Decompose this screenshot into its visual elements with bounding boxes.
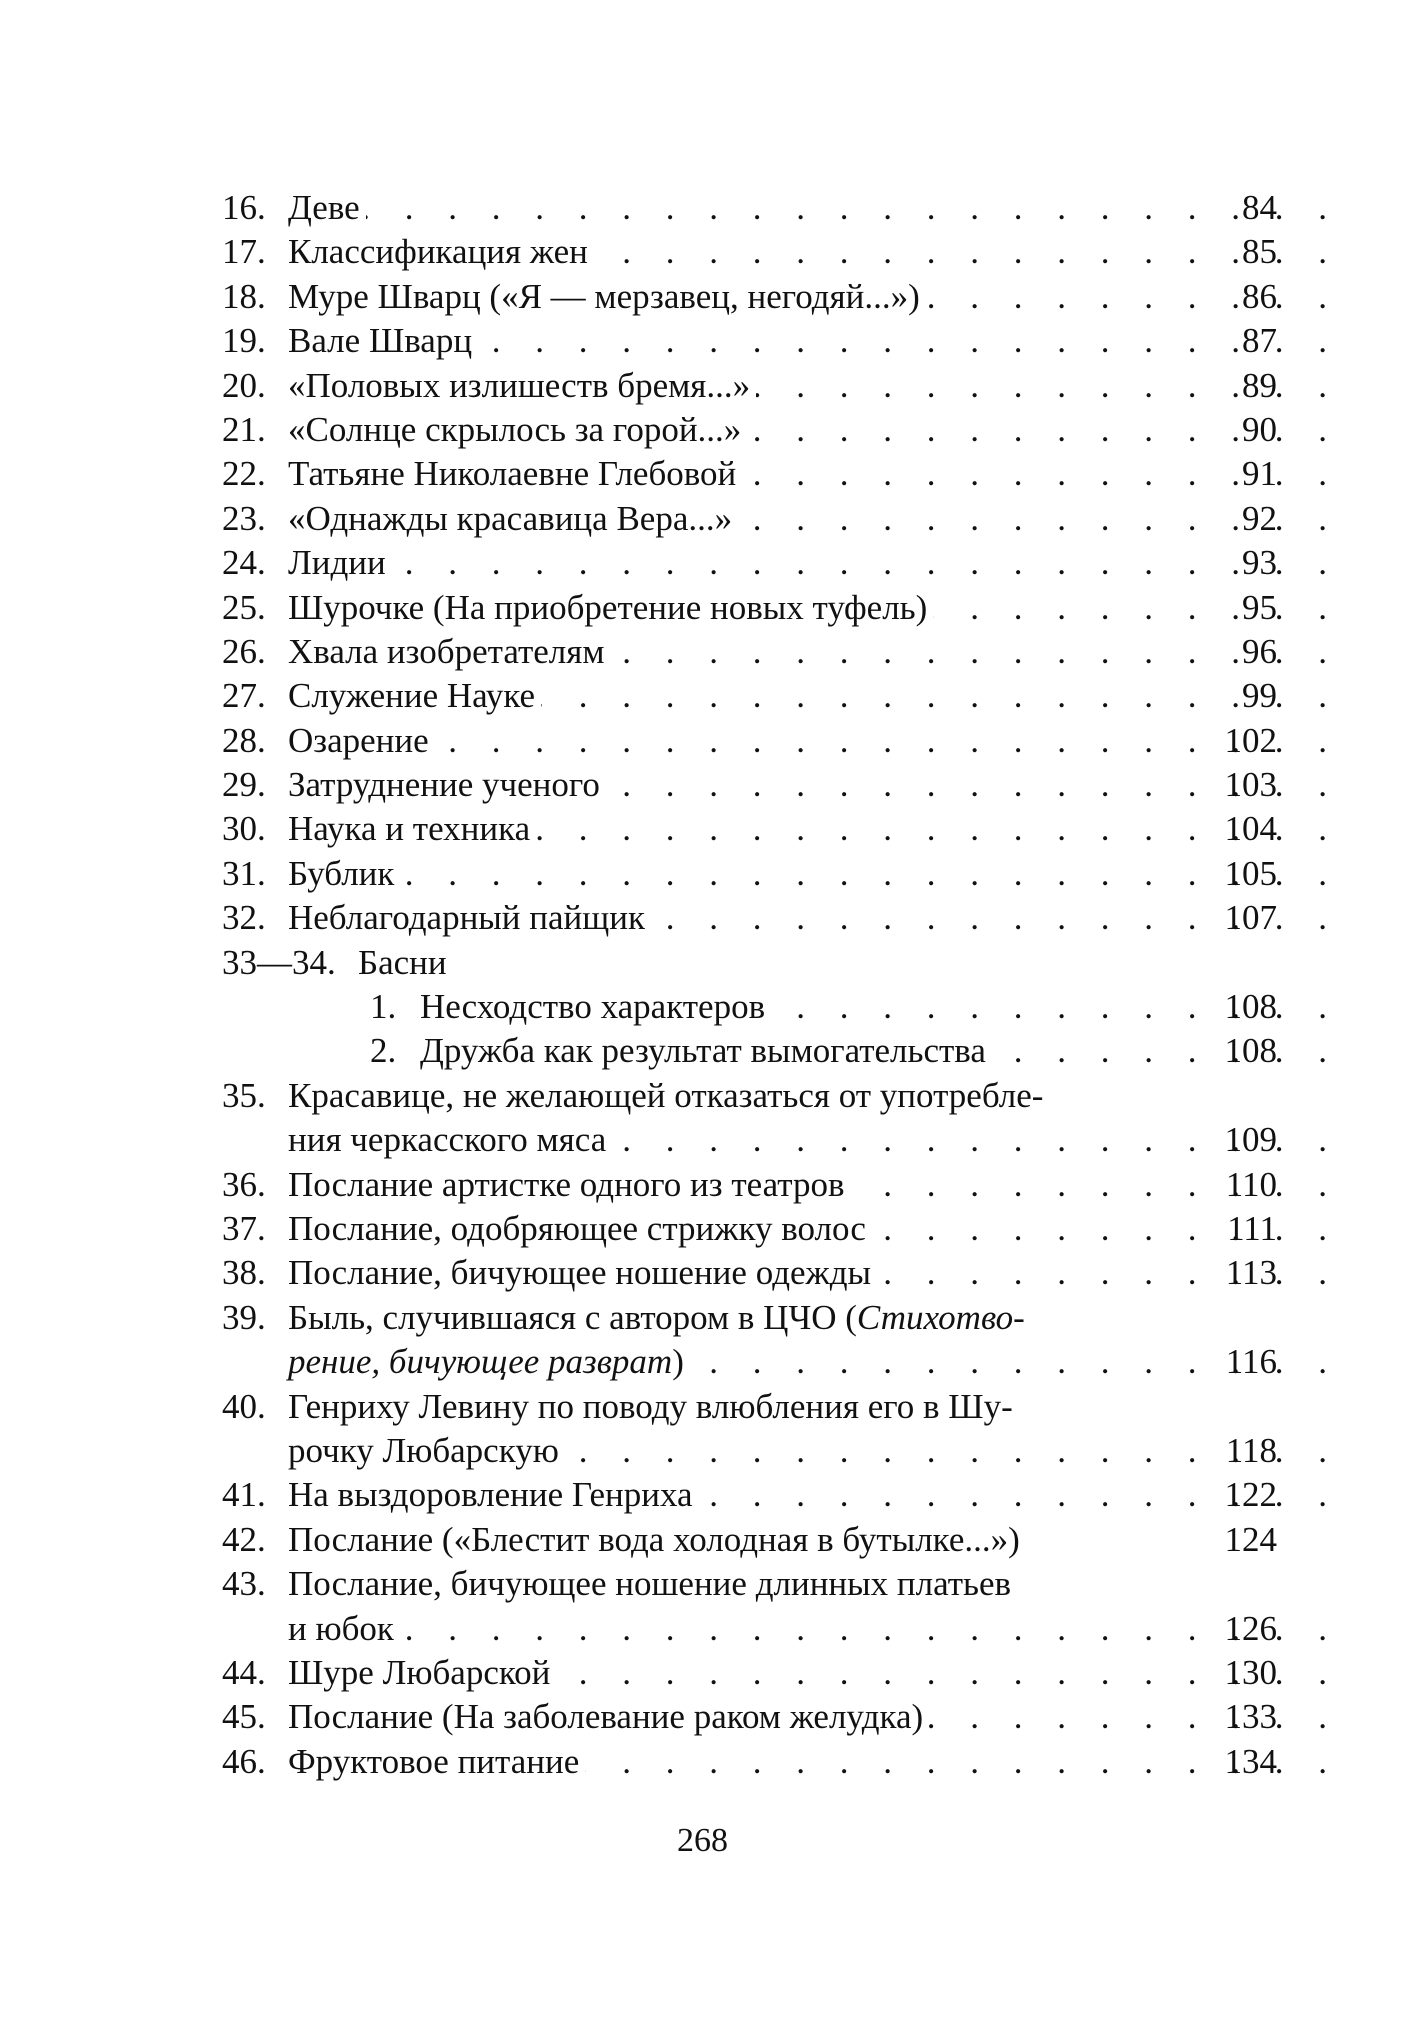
toc-entry-41 — [222, 1473, 1277, 1517]
page-number: 268 — [677, 1822, 728, 1859]
entry-page: 105 — [1224, 853, 1277, 893]
entry-title-italic: рение, бичующее разврат — [288, 1342, 673, 1382]
entry-number: 39. — [222, 1297, 266, 1337]
toc-entry-27 — [222, 674, 1277, 718]
toc-entry-37 — [222, 1207, 1277, 1251]
entry-number: 18. — [222, 276, 266, 316]
entry-title: ния черкасского мяса — [288, 1118, 612, 1162]
toc-entry-46 — [222, 1740, 1277, 1784]
toc-entry-25 — [222, 586, 1277, 630]
entry-page: 86 — [1242, 276, 1277, 316]
entry-number: 36. — [222, 1164, 266, 1204]
entry-number: 29. — [222, 765, 266, 805]
toc-subentry-1 — [222, 985, 1277, 1029]
entry-number: 24. — [222, 543, 266, 583]
entry-number: 26. — [222, 631, 266, 671]
entry-number: 40. — [222, 1386, 266, 1426]
subentry-number: 2. — [370, 1031, 397, 1071]
entry-title: Неблагодарный пайщик — [288, 896, 651, 940]
entry-page: 122 — [1224, 1475, 1277, 1515]
toc-entry-21 — [222, 408, 1277, 452]
toc-entry-44 — [222, 1651, 1277, 1695]
entry-title: «Половых излишеств бремя...» — [288, 364, 756, 408]
subentry-number: 1. — [370, 987, 397, 1027]
entry-title: Лидии — [288, 541, 392, 585]
toc-entry-36 — [222, 1163, 1277, 1207]
toc-subentry-2 — [222, 1029, 1277, 1073]
entry-title: Послание, одобряющее стрижку волос — [288, 1207, 872, 1251]
entry-title: Дружба как результат вымогательства — [420, 1029, 992, 1073]
entry-number: 27. — [222, 676, 266, 716]
entry-title: Деве — [288, 186, 366, 230]
entry-page: 130 — [1224, 1652, 1277, 1692]
entry-number: 28. — [222, 720, 266, 760]
entry-number: 16. — [222, 188, 266, 227]
entry-page: 87 — [1242, 321, 1277, 361]
entry-title: Татьяне Николаевне Глебовой — [288, 452, 742, 496]
entry-title: Озарение — [288, 719, 435, 763]
entry-number: 45. — [222, 1697, 266, 1737]
toc-entry-fables — [222, 941, 1222, 985]
entry-title: На выздоровление Генриха — [288, 1473, 699, 1517]
entry-number: 42. — [222, 1519, 266, 1559]
entry-page: 84 — [1242, 188, 1277, 227]
toc-entry-30 — [222, 807, 1277, 851]
toc-entry-20 — [222, 364, 1277, 408]
entry-title: Несходство характеров — [420, 985, 771, 1029]
entry-number: 44. — [222, 1652, 266, 1692]
entry-title-italic: Стихотво- — [856, 1297, 1025, 1337]
entry-number: 35. — [222, 1075, 266, 1115]
toc-entry-35 — [222, 1074, 1222, 1118]
entry-page: 111 — [1227, 1208, 1277, 1248]
entry-number: 37. — [222, 1208, 266, 1248]
entry-title: Фруктовое питание — [288, 1740, 585, 1784]
entry-page: 91 — [1242, 454, 1277, 494]
entry-page: 133 — [1224, 1697, 1277, 1737]
entry-title: Послание («Блестит вода холодная в бутылке...») — [288, 1519, 1020, 1559]
toc-entry-29 — [222, 763, 1277, 807]
entry-number: 21. — [222, 409, 266, 449]
entry-page: 109 — [1224, 1120, 1277, 1160]
toc-entry-35-cont — [222, 1118, 1277, 1162]
entry-page: 85 — [1242, 232, 1277, 272]
entry-page: 90 — [1242, 409, 1277, 449]
entry-page: 93 — [1242, 543, 1277, 583]
entry-title: Послание артистке одного из театров — [288, 1163, 850, 1207]
entry-number: 38. — [222, 1253, 266, 1293]
entry-page: 108 — [1224, 987, 1277, 1027]
entry-page: 110 — [1225, 1164, 1277, 1204]
entry-title: Служение Науке — [288, 674, 541, 718]
entry-number: 32. — [222, 898, 266, 938]
entry-number: 31. — [222, 853, 266, 893]
entry-page: 134 — [1224, 1741, 1277, 1781]
entry-number: 17. — [222, 232, 266, 272]
entry-number: 46. — [222, 1741, 266, 1781]
entry-number: 20. — [222, 365, 266, 405]
toc-entry-39-cont — [222, 1340, 1277, 1384]
entry-title: Вале Шварц — [288, 319, 478, 363]
entry-title-line1: Красавице, не желающей отказаться от употребле- — [288, 1075, 1044, 1115]
toc-entry-16 — [222, 186, 1277, 230]
entry-page: 113 — [1225, 1253, 1277, 1293]
entry-title: «Солнце скрылось за горой...» — [288, 408, 747, 452]
toc-entry-31 — [222, 852, 1277, 896]
toc-entry-42 — [222, 1518, 1277, 1562]
toc-entry-23 — [222, 497, 1277, 541]
entry-title: Хвала изобретателям — [288, 630, 611, 674]
toc-entry-39 — [222, 1296, 1222, 1340]
entry-number: 23. — [222, 498, 266, 538]
entry-page: 126 — [1224, 1608, 1277, 1648]
entry-title: Послание, бичующее ношение одежды — [288, 1251, 877, 1295]
entry-page: 104 — [1224, 809, 1277, 849]
entry-title: Шурочке (На приобретение новых туфель) — [288, 586, 933, 630]
entry-number: 22. — [222, 454, 266, 494]
entry-title: Послание (На заболевание раком желудка) — [288, 1695, 929, 1739]
entry-title: Шуре Любарской — [288, 1651, 556, 1695]
entry-title-line1: Быль, случившаяся с автором в ЦЧО ( — [288, 1297, 857, 1337]
toc-entry-43 — [222, 1562, 1222, 1606]
entry-page: 107 — [1224, 898, 1277, 938]
entry-page: 118 — [1225, 1430, 1277, 1470]
entry-page: 102 — [1224, 720, 1277, 760]
entry-title-line1: Генриху Левину по поводу влюбления его в Шу- — [288, 1386, 1013, 1426]
entry-title-tail: ) — [672, 1342, 684, 1382]
entry-page: 99 — [1242, 676, 1277, 716]
toc-entry-28 — [222, 719, 1277, 763]
toc-entry-45 — [222, 1695, 1277, 1739]
entry-page: 108 — [1224, 1031, 1277, 1071]
entry-title: Бублик — [288, 852, 400, 896]
toc-entry-24 — [222, 541, 1277, 585]
toc-entry-22 — [222, 452, 1277, 496]
entry-page: 124 — [1224, 1519, 1277, 1559]
entry-page: 89 — [1242, 365, 1277, 405]
table-of-contents — [222, 186, 1277, 1784]
toc-entry-26 — [222, 630, 1277, 674]
toc-entry-40 — [222, 1385, 1222, 1429]
entry-number: 41. — [222, 1475, 266, 1515]
entry-title: рочку Любарскую — [288, 1429, 565, 1473]
entry-number: 25. — [222, 587, 266, 627]
entry-page: 96 — [1242, 631, 1277, 671]
toc-entry-19 — [222, 319, 1277, 363]
entry-title: Басни — [358, 942, 447, 982]
toc-entry-38 — [222, 1251, 1277, 1295]
entry-title: Муре Шварц («Я — мерзавец, негодяй...») — [288, 275, 926, 319]
toc-entry-43-cont — [222, 1607, 1277, 1651]
entry-number: 30. — [222, 809, 266, 849]
entry-number: 33—34. — [222, 942, 336, 982]
entry-title: «Однажды красавица Вера...» — [288, 497, 738, 541]
entry-title-line1: Послание, бичующее ношение длинных платьев — [288, 1564, 1012, 1604]
entry-page: 116 — [1225, 1342, 1277, 1382]
entry-title: и юбок — [288, 1607, 400, 1651]
entry-number: 43. — [222, 1564, 266, 1604]
entry-number: 19. — [222, 321, 266, 361]
toc-entry-40-cont — [222, 1429, 1277, 1473]
toc-entry-32 — [222, 896, 1277, 940]
entry-title: Затруднение ученого — [288, 763, 606, 807]
toc-entry-17 — [222, 230, 1277, 274]
entry-page: 103 — [1224, 765, 1277, 805]
entry-title: Классификация жен — [288, 230, 594, 274]
entry-title: Наука и техника — [288, 807, 536, 851]
entry-page: 92 — [1242, 498, 1277, 538]
entry-page: 95 — [1242, 587, 1277, 627]
toc-entry-18 — [222, 275, 1277, 319]
